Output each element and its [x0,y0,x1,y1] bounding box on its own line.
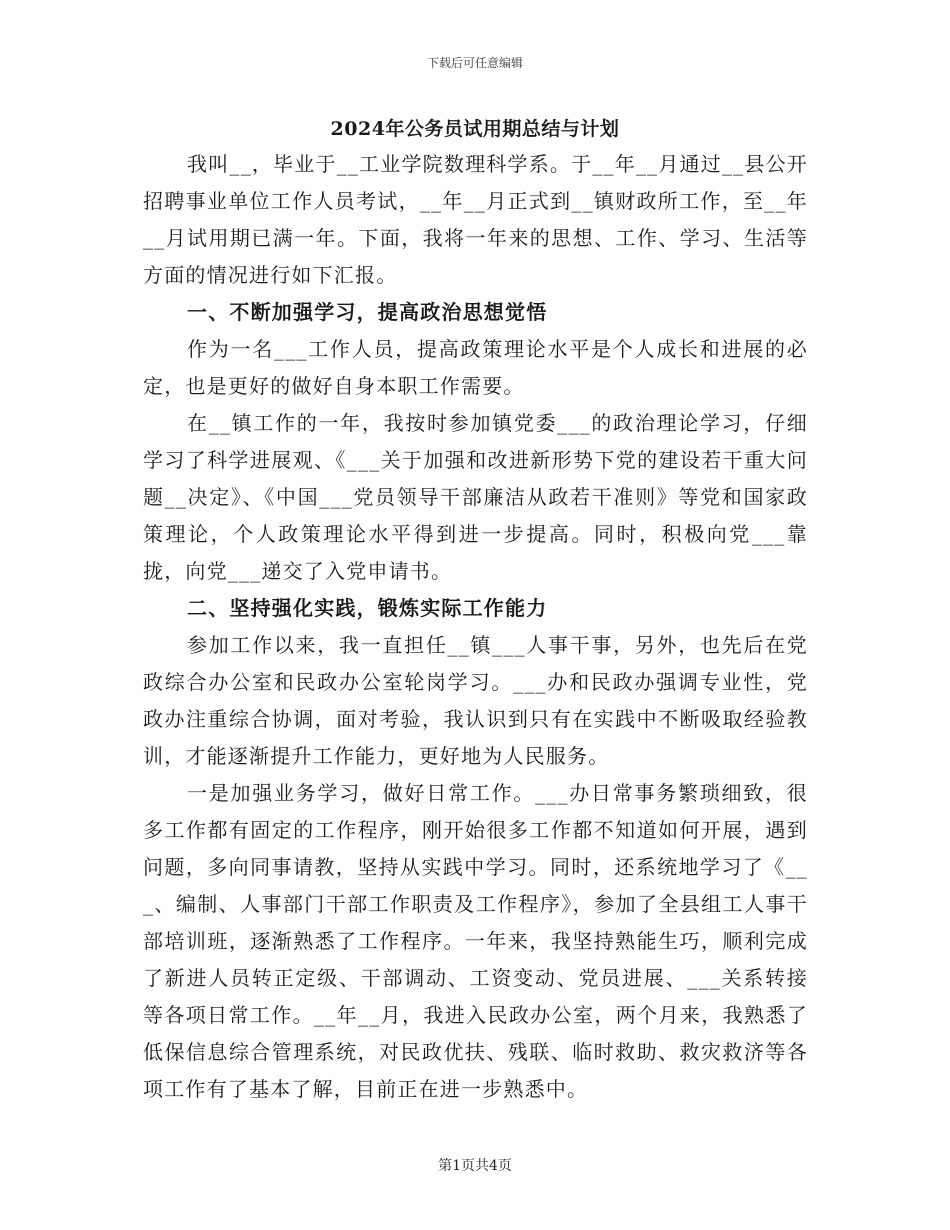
paragraph-section2-b: 一是加强业务学习，做好日常工作。___办日常事务繁琐细致，很多工作都有固定的工作程序，刚开始很多工作都不知道如何开展，遇到问题，多向同事请教，坚持从实践中学习。同时，还系统地学习了《___、编制、人事部门干部工作职责及工作程序》，参加了全县组工人事干部培训班，逐渐熟悉了工作程序。一年来，我坚持熟能生巧，顺利完成了新进人员转正定级、干部调动、工资变动、党员进展、___关系转接等各项日常工作。__年__月，我进入民政办公室，两个月来，我熟悉了低保信息综合管理系统，对民政优扶、残联、临时救助、救灾救济等各项工作有了基本了解，目前正在进一步熟悉中。 [143,781,808,1101]
page-number: 第1页共4页 [438,1158,512,1174]
section-heading-1: 一、不断加强学习，提高政治思想觉悟 [187,300,548,324]
paragraph-section1-b: 在__镇工作的一年，我按时参加镇党委___的政治理论学习，仔细学习了科学进展观、《___关于加强和改进新形势下党的建设若干重大问题__决定》、《中国___党员领导干部廉洁从政若干准则》等党和国家政策理论，个人政策理论水平得到进一步提高。同时，积极向党___靠拢，向党___递交了入党申请书。 [143,411,808,583]
document-title: 2024年公务员试用期总结与计划 [330,118,620,140]
paragraph-intro: 我叫__，毕业于__工业学院数理科学系。于__年__月通过__县公开招聘事业单位工作人员考试，__年__月正式到__镇财政所工作，至__年__月试用期已满一年。下面，我将一年来的思想、工作、学习、生活等方面的情况进行如下汇报。 [143,152,808,287]
header-note: 下载后可任意编辑 [426,56,523,70]
paragraph-section1-a: 作为一名___工作人员，提高政策理论水平是个人成长和进展的必定，也是更好的做好自身本职工作需要。 [143,337,808,398]
document-body [143,146,808,1108]
section-heading-2: 二、坚持强化实践，锻炼实际工作能力 [187,596,548,620]
paragraph-section2-a: 参加工作以来，我一直担任__镇___人事干事，另外，也先后在党政综合办公室和民政办公室轮岗学习。___办和民政办强调专业性，党政办注重综合协调，面对考验，我认识到只有在实践中不断吸取经验教训，才能逐渐提升工作能力，更好地为人民服务。 [143,633,808,768]
